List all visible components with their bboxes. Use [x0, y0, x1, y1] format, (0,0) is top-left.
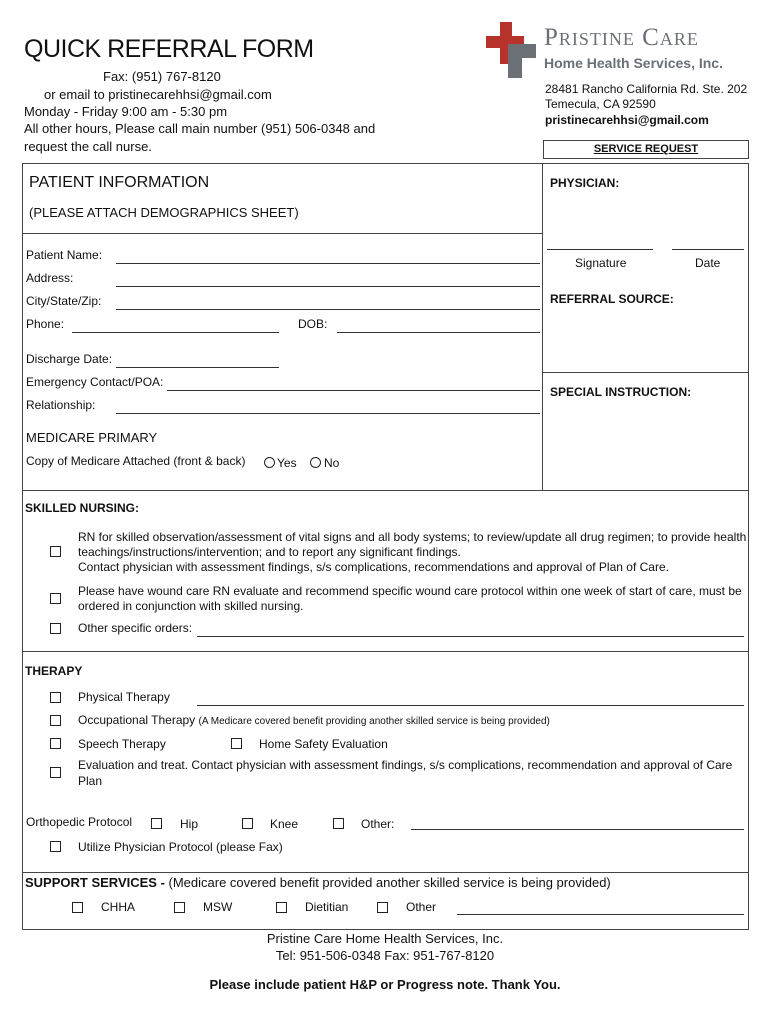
support-services-note: (Medicare covered benefit provided another skilled service is being provided) — [168, 875, 611, 890]
city-state-zip-field[interactable] — [116, 309, 540, 310]
address-field[interactable] — [116, 286, 540, 287]
skilled-nursing-divider — [22, 490, 749, 491]
medicare-no-label: No — [324, 456, 340, 470]
discharge-date-field[interactable] — [116, 367, 279, 368]
other-orders-field[interactable] — [197, 636, 744, 637]
patient-name-label: Patient Name: — [26, 248, 103, 262]
city-address: Temecula, CA 92590 — [545, 97, 656, 111]
patient-name-field[interactable] — [116, 263, 540, 264]
patient-info-heading: PATIENT INFORMATION — [29, 174, 210, 191]
occupational-therapy-note: (A Medicare covered benefit providing another skilled service is being provided) — [198, 716, 550, 727]
special-instruction-heading: SPECIAL INSTRUCTION: — [550, 385, 692, 399]
support-services-title: SUPPORT SERVICES - — [25, 875, 169, 890]
form-title: QUICK REFERRAL FORM — [24, 35, 314, 63]
msw-label: MSW — [203, 900, 233, 914]
relationship-field[interactable] — [116, 413, 540, 414]
ortho-other-checkbox[interactable] — [333, 818, 344, 829]
signature-label: Signature — [575, 256, 627, 270]
physician-signature-field[interactable] — [547, 249, 653, 250]
utilize-protocol-checkbox[interactable] — [50, 841, 61, 852]
ortho-other-field[interactable] — [411, 829, 744, 830]
support-other-field[interactable] — [457, 914, 744, 915]
hip-label: Hip — [180, 817, 199, 831]
therapy-heading: THERAPY — [25, 664, 83, 678]
emergency-contact-label: Emergency Contact/POA: — [26, 375, 164, 389]
support-other-label: Other — [406, 900, 437, 914]
relationship-label: Relationship: — [26, 398, 96, 412]
skilled-rn-checkbox[interactable] — [50, 546, 61, 557]
orthopedic-protocol-label: Orthopedic Protocol — [26, 815, 133, 829]
contact-email: pristinecarehhsi@gmail.com — [545, 113, 709, 127]
city-state-zip-label: City/State/Zip: — [26, 294, 102, 308]
evaluation-text-2: Plan — [78, 774, 103, 788]
utilize-protocol-label: Utilize Physician Protocol (please Fax) — [78, 840, 283, 854]
fax-line: Fax: (951) 767-8120 — [103, 69, 221, 84]
service-request-label: SERVICE REQUEST — [593, 143, 699, 155]
phone-field[interactable] — [72, 332, 279, 333]
evaluation-text-1: Evaluation and treat. Contact physician with assessment findings, s/s complications, recommendation and approval of Care — [78, 758, 733, 772]
physical-therapy-checkbox[interactable] — [50, 692, 61, 703]
other-orders-checkbox[interactable] — [50, 623, 61, 634]
ortho-other-label: Other: — [361, 817, 395, 831]
wound-care-text-2: ordered in conjunction with skilled nursing. — [78, 599, 304, 613]
logo-subtitle: Home Health Services, Inc. — [544, 55, 723, 71]
email-line: or email to pristinecarehhsi@gmail.com — [44, 87, 272, 102]
occupational-therapy-checkbox[interactable] — [50, 715, 61, 726]
chha-checkbox[interactable] — [72, 902, 83, 913]
other-hours-line: All other hours, Please call main number (951) 506-0348 and — [24, 121, 376, 136]
hours-line: Monday - Friday 9:00 am - 5:30 pm — [24, 104, 228, 119]
dob-field[interactable] — [337, 332, 540, 333]
discharge-date-label: Discharge Date: — [26, 352, 113, 366]
dietitian-label: Dietitian — [305, 900, 349, 914]
physician-date-field[interactable] — [672, 249, 744, 250]
medicare-copy-label: Copy of Medicare Attached (front & back) — [26, 454, 246, 468]
skilled-nursing-heading: SKILLED NURSING: — [25, 501, 139, 515]
wound-care-checkbox[interactable] — [50, 593, 61, 604]
footer-company: Pristine Care Home Health Services, Inc. — [266, 931, 504, 946]
chha-label: CHHA — [101, 900, 136, 914]
physical-therapy-label: Physical Therapy — [78, 690, 170, 704]
footer-contact: Tel: 951-506-0348 Fax: 951-767-8120 — [275, 948, 495, 963]
medicare-yes-radio[interactable] — [264, 457, 275, 468]
knee-checkbox[interactable] — [242, 818, 253, 829]
special-instruction-divider — [542, 372, 749, 373]
call-nurse-line: request the call nurse. — [24, 139, 152, 154]
physical-therapy-field[interactable] — [197, 705, 744, 706]
occupational-therapy-text: Occupational Therapy — [78, 713, 196, 727]
medical-cross-icon — [486, 22, 538, 80]
occupational-therapy-label — [78, 713, 550, 729]
speech-therapy-label: Speech Therapy — [78, 737, 166, 751]
support-divider — [22, 872, 749, 873]
referral-source-heading: REFERRAL SOURCE: — [550, 292, 674, 306]
phone-label: Phone: — [26, 317, 65, 331]
patient-section-divider — [22, 233, 542, 234]
msw-checkbox[interactable] — [174, 902, 185, 913]
emergency-contact-field[interactable] — [167, 390, 540, 391]
physician-heading: PHYSICIAN: — [550, 176, 620, 190]
logo — [486, 22, 748, 82]
support-services-heading — [25, 876, 611, 890]
skilled-rn-text-2: teachings/instructions/intervention; and to report any significant findings. — [78, 545, 461, 559]
medicare-no-radio[interactable] — [310, 457, 321, 468]
medicare-heading: MEDICARE PRIMARY — [26, 430, 158, 445]
evaluation-checkbox[interactable] — [50, 767, 61, 778]
home-safety-checkbox[interactable] — [231, 738, 242, 749]
knee-label: Knee — [270, 817, 299, 831]
wound-care-text-1: Please have wound care RN evaluate and recommend specific wound care protocol within one week of start of care, must be — [78, 584, 742, 598]
physician-column-divider — [542, 163, 543, 490]
address-label: Address: — [26, 271, 74, 285]
home-safety-label: Home Safety Evaluation — [259, 737, 388, 751]
support-other-checkbox[interactable] — [377, 902, 388, 913]
medicare-yes-label: Yes — [277, 456, 297, 470]
therapy-divider — [22, 651, 749, 652]
logo-brand-name: Pristine Care — [544, 24, 699, 51]
date-label: Date — [695, 256, 721, 270]
skilled-rn-text-3: Contact physician with assessment findings, s/s complications, recommendations and approval of Plan of Care. — [78, 560, 669, 574]
hip-checkbox[interactable] — [151, 818, 162, 829]
street-address: 28481 Rancho California Rd. Ste. 202 — [545, 82, 748, 96]
footer-note: Please include patient H&P or Progress note. Thank You. — [209, 977, 561, 992]
other-orders-label: Other specific orders: — [78, 621, 193, 635]
demographics-note: (PLEASE ATTACH DEMOGRAPHICS SHEET) — [29, 205, 299, 220]
dob-label: DOB: — [298, 317, 328, 331]
speech-therapy-checkbox[interactable] — [50, 738, 61, 749]
dietitian-checkbox[interactable] — [276, 902, 287, 913]
skilled-rn-text-1: RN for skilled observation/assessment of vital signs and all body systems; to review/update all drug regimen; to provide health — [78, 530, 747, 544]
